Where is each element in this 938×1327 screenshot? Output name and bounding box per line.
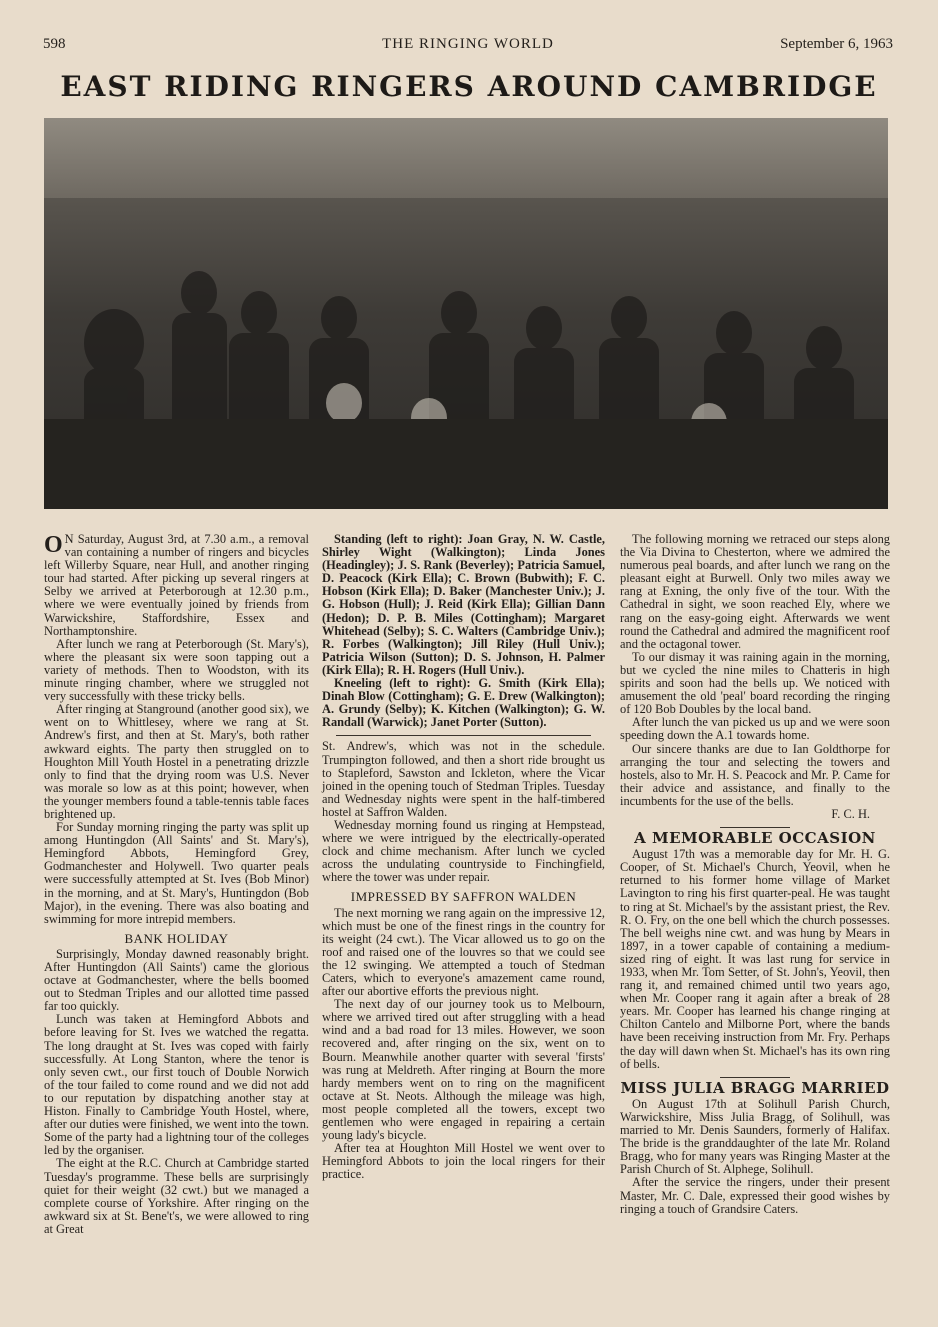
paragraph: The next morning we rang again on the impressive 12, which must be one of the finest rings in the country for its weight (24 cwt.). The Vicar allowed us to go on the roof and raised one of the louvres so that we could see the 12 swinging. We attempted a touch of Stedman Caters, which to everyone's amazement came round, after our abortive efforts the previous night. [322,905,605,999]
drop-cap: O [44,532,63,558]
caption-kneeling: Kneeling (left to right): G. Smith (Kirk Ella); Dinah Blow (Cottingham); G. E. Drew (Walkington); A. Grundy (Selby); K. Kitchen (Walkington); G. W. Randall (Warwick); Janet Porter (Sutton). [322,676,605,730]
paragraph: The following morning we retraced our steps along the Via Divina to Chesterton, where we admired the numerous peal boards, and after lunch we rang on the pleasant eight at Burwell. Only two miles away we rang at Exning, the only five of the tour. With the Cathedral in sight, we soon reached Ely, where we rang on the easy-going eight. Afterwards we went round the Cathedral and admired the magnificent roof and the octagonal tower. [620,532,890,651]
subheading: IMPRESSED BY SAFFRON WALDEN [350,889,577,905]
paragraph: August 17th was a memorable day for Mr. H. G. Cooper, of St. Michael's Church, Yeovil, when he returned to his former home village of Market Lavington to ring his first quarter-peal. He was taught to ring at St. Michael's by the assistant priest, the Rev. R. O. Fry, on the one bell which the church possesses. The bell weighs nine cwt. and was hung by Mears in 1897, in a tower capable of containing a medium-sized ring of eight. It was last rung for service in 1933, when Mr. Tom Setter, of St. John's, Yeovil, then rang it, and remained chimed until two years ago, when Mr. Cooper rang it again after a break of 28 years. Mr. Cooper has learned his change ringing at Chilton Cantelo and Milborne Port, where the bands have been receiving instruction from Mr. Fry. Perhaps the day will dawn when St. Michael's has its own ring of bells. [620,847,890,1071]
paragraph: After tea at Houghton Mill Hostel we went over to Hemingford Abbots to join the local ringers for their practice. [322,1141,605,1182]
photo-ground [44,419,888,509]
paragraph: St. Andrew's, which was not in the schedule. Trumpington followed, and then a short ride brought us to Stapleford, Sawston and Ickleton, where the Vicar joined in the opening touch of Stedman Triples. Tuesday and Wednesday nights were spent in the half-timbered hostel at Saffron Walden. [322,739,605,819]
subheading: BANK HOLIDAY [124,930,229,946]
caption-standing: Standing (left to right): Joan Gray, N. W. Castle, Shirley Wight (Walkington); Linda Jones (Headingley); J. S. Rank (Beverley); Patricia Samuel, D. Peacock (Kirk Ella); C. Brown (Bubwith); F. C. Hobson (Kirk Ella); D. Baker (Manchester Univ.); J. G. Hobson (Hull); J. Reid (Kirk Ella); Gillian Dann (Hedon); D. P. B. Miles (Cottingham); Margaret Whitehead (Selby); S. C. Walters (Cambridge Univ.); R. Forbes (Walkington); Jill Riley (Hull Univ.); Patricia Wilson (Sutton); D. S. Johnson, H. Palmer (Kirk Ella); R. H. Rogers (Hull Univ.). [322,532,605,677]
divider [720,827,790,828]
paragraph: After ringing at Stanground (another good six), we went on to Whittlesey, where we rang at St. Andrew's first, and then at St. Mary's, both rather awkward eights. The party then struggled on to Houghton Mill Youth Hostel in a penetrating drizzle only to find that the drying room was U.S. Never was morale so low as at this point; however, when the younger members found a table-tennis table faces brightened up. [44,702,309,821]
divider [720,1077,790,1078]
section-heading: MISS JULIA BRAGG MARRIED [620,1078,890,1097]
paragraph: To our dismay it was raining again in the morning, but we cycled the nine miles to Chatteris in high spirits and soon had the bells up. We noticed with amusement the old 'peal' board recording the ringing of 120 Bob Doubles by the local band. [620,649,890,717]
paragraph: After lunch we rang at Peterborough (St. Mary's), where the pleasant six were soon tapping out a variety of methods. Then to Woodston, with its minute ringing chamber, where we struggled not very successfully with these tricky bells. [44,636,309,704]
column-1 [44,533,309,1236]
divider [336,735,591,736]
paragraph: For Sunday morning ringing the party was split up among Huntingdon (All Saints' and St. Mary's), Hemingford Abbots, Hemingford Grey, Godmanchester and Holywell. Two quarter peals were successfully attempted at St. Ives (Bob Minor) in the morning, and at St. Mary's, Huntingdon (Bob Major), in the evening. There was also boating and swimming for more intrepid members. [44,820,309,926]
paragraph: Surprisingly, Monday dawned reasonably bright. After Huntingdon (All Saints') came the glorious octave at Godmanchester, where the bells boomed out to Stedman Triples and our allotted time passed far too quickly. [44,946,309,1014]
article-title: EAST RIDING RINGERS AROUND CAMBRIDGE [60,70,878,103]
paragraph: On August 17th at Solihull Parish Church, Warwickshire, Miss Julia Bragg, of Solihull, was married to Mr. Denis Saunders, formerly of Halifax. The bride is the granddaughter of the late Mr. Roland Bragg, who for many years was Ringing Master at the Parish Church of St. Alphege, Solihull. [620,1096,890,1177]
page-number: 598 [43,36,66,52]
column-3 [620,533,890,1216]
issue-date: September 6, 1963 [780,36,893,52]
paragraph: Our sincere thanks are due to Ian Goldthorpe for arranging the tour and selecting the towers and hostels, also to Mr. H. S. Peacock and Mr. P. Came for their advice and assistance, and finally to the incumbents for the use of the bells. [620,741,890,808]
author-initials: F. C. H. [831,806,870,821]
paragraph: The next day of our journey took us to Melbourn, where we arrived tired out after struggling with a head wind and a bad road for 13 miles. However, we soon recovered and, after ringing on the six, went on to Bourn. Meanwhile another quarter with several 'firsts' was rung at Meldreth. After ringing at Bourn the more hardy members went on to ring on the magnificent octave at St. Neots. Although the mileage was high, most people completed all the towers, except two gentlemen who were engaged in repairing a certain young lady's bicycle. [322,997,605,1143]
paragraph: Wednesday morning found us ringing at Hempstead, where we were intrigued by the electrically-operated clock and chime mechanism. After lunch we cycled across the undulating countryside to Finchingfield, where the tower was under repair. [322,817,605,885]
paragraph: After the service the ringers, under their present Master, Mr. C. Dale, expressed their good wishes by ringing a touch of Grandsire Caters. [620,1175,890,1216]
paragraph: Lunch was taken at Hemingford Abbots and before leaving for St. Ives we watched the regatta. The long draught at St. Ives was coped with fairly successfully. At Long Stanton, where the tenor is only seven cwt., our first touch of Double Norwich of the tour failed to come round and we did not add to our reputation by dispatching another stay at Histon. Finally to Cambridge Youth Hostel, where, after our duties were finished, we went into the town. Some of the party had a lightning tour of the colleges led by the organiser. [44,1012,309,1158]
section-heading: A MEMORABLE OCCASION [634,829,876,848]
paragraph: O N Saturday, August 3rd, at 7.30 a.m., a removal van containing a number of ringers and bicycles left Willerby Square, near Hull, and another ringing tour had started. After picking up several ringers at Selby we arrived at Peterborough at 12.30 p.m., where we were eventually joined by friends from Warwickshire, Staffordshire, Essex and Northamptonshire. [44,532,309,638]
column-2 [322,533,605,1182]
paragraph: The eight at the R.C. Church at Cambridge started Tuesday's programme. These bells are surprisingly quiet for their weight (32 cwt.) but we managed a complete course of Yorkshire. After ringing on the awkward six at St. Bene't's, we were allowed to ring at Great [44,1156,309,1236]
paragraph: After lunch the van picked us up and we were soon speeding down the A.1 towards home. [620,715,890,743]
page-header [43,36,893,58]
group-photo [44,118,888,509]
masthead: THE RINGING WORLD [382,36,554,52]
